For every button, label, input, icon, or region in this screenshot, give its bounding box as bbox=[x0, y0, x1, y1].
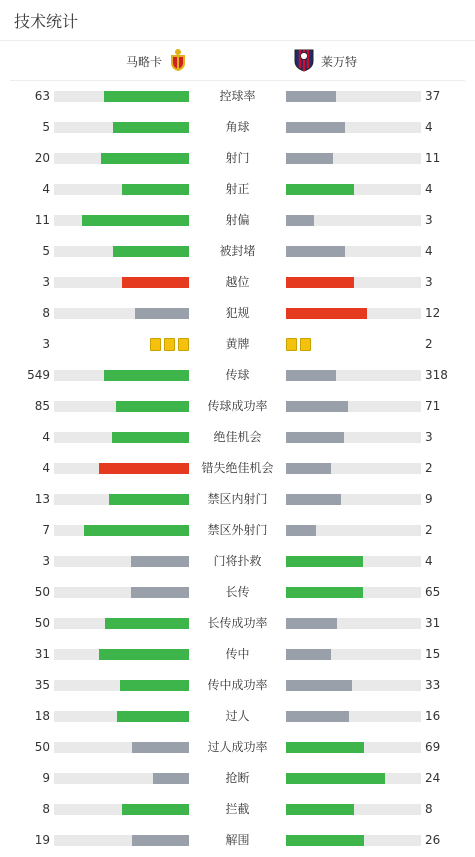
away-bar-track bbox=[286, 773, 421, 784]
away-value: 26 bbox=[425, 833, 441, 847]
home-bar-track bbox=[54, 370, 189, 381]
home-team-logo-icon bbox=[168, 48, 188, 75]
away-value: 31 bbox=[425, 616, 441, 630]
away-bar-fill bbox=[286, 742, 364, 753]
stat-row-24 bbox=[0, 825, 475, 856]
home-yellow-cards bbox=[150, 338, 189, 351]
home-bar-track bbox=[54, 184, 189, 195]
home-bar-fill bbox=[99, 463, 189, 474]
away-team-logo-icon bbox=[293, 48, 315, 75]
home-bar-track bbox=[54, 432, 189, 443]
away-bar-fill bbox=[286, 525, 316, 536]
away-value: 24 bbox=[425, 771, 441, 785]
away-value: 8 bbox=[425, 802, 433, 816]
stat-label: 解围 bbox=[225, 833, 250, 847]
stat-row-11 bbox=[0, 422, 475, 453]
home-bar-fill bbox=[105, 618, 189, 629]
away-value: 4 bbox=[425, 244, 433, 258]
home-value: 50 bbox=[34, 740, 50, 754]
stat-row-12 bbox=[0, 453, 475, 484]
away-bar-track bbox=[286, 649, 421, 660]
away-bar-fill bbox=[286, 711, 349, 722]
stats-list bbox=[0, 81, 475, 856]
stat-label: 禁区外射门 bbox=[207, 523, 268, 537]
away-bar-fill bbox=[286, 246, 345, 257]
stat-row-5 bbox=[0, 236, 475, 267]
home-bar-track bbox=[54, 122, 189, 133]
stat-row-7 bbox=[0, 298, 475, 329]
yellow-card-icon bbox=[300, 338, 311, 351]
home-value: 4 bbox=[42, 430, 50, 444]
home-value: 13 bbox=[34, 492, 50, 506]
away-team[interactable] bbox=[293, 50, 357, 72]
away-bar-track bbox=[286, 494, 421, 505]
yellow-card-icon bbox=[286, 338, 297, 351]
home-bar-fill bbox=[113, 246, 189, 257]
yellow-card-icon bbox=[150, 338, 161, 351]
away-bar-fill bbox=[286, 494, 341, 505]
home-value: 3 bbox=[42, 337, 50, 351]
away-bar-fill bbox=[286, 153, 333, 164]
home-bar-track bbox=[54, 401, 189, 412]
home-bar-track bbox=[54, 215, 189, 226]
stat-label: 犯规 bbox=[225, 306, 250, 320]
home-bar-fill bbox=[122, 277, 190, 288]
home-bar-fill bbox=[131, 587, 189, 598]
home-bar-track bbox=[54, 711, 189, 722]
away-bar-track bbox=[286, 246, 421, 257]
home-bar-track bbox=[54, 525, 189, 536]
home-value: 85 bbox=[34, 399, 50, 413]
stat-row-8 bbox=[0, 329, 475, 360]
home-bar-fill bbox=[109, 494, 189, 505]
home-bar-track bbox=[54, 804, 189, 815]
stat-label: 长传成功率 bbox=[207, 616, 268, 630]
away-bar-fill bbox=[286, 680, 352, 691]
stat-label: 禁区内射门 bbox=[207, 492, 268, 506]
home-value: 19 bbox=[34, 833, 50, 847]
away-bar-fill bbox=[286, 773, 385, 784]
away-bar-track bbox=[286, 432, 421, 443]
stat-row-22 bbox=[0, 763, 475, 794]
away-value: 318 bbox=[425, 368, 448, 382]
away-value: 37 bbox=[425, 89, 441, 103]
stat-row-6 bbox=[0, 267, 475, 298]
stat-row-9 bbox=[0, 360, 475, 391]
away-value: 9 bbox=[425, 492, 433, 506]
stat-label: 传球成功率 bbox=[207, 399, 268, 413]
away-bar-fill bbox=[286, 618, 337, 629]
stat-row-13 bbox=[0, 484, 475, 515]
stat-label: 黄牌 bbox=[225, 337, 250, 351]
home-bar-fill bbox=[131, 556, 189, 567]
away-bar-track bbox=[286, 835, 421, 846]
home-bar-track bbox=[54, 153, 189, 164]
home-value: 50 bbox=[34, 616, 50, 630]
away-bar-track bbox=[286, 401, 421, 412]
away-value: 2 bbox=[425, 461, 433, 475]
stat-label: 越位 bbox=[225, 275, 250, 289]
stat-row-15 bbox=[0, 546, 475, 577]
stat-row-14 bbox=[0, 515, 475, 546]
home-bar-track bbox=[54, 742, 189, 753]
stat-row-1 bbox=[0, 112, 475, 143]
away-bar-fill bbox=[286, 835, 364, 846]
home-value: 50 bbox=[34, 585, 50, 599]
away-value: 2 bbox=[425, 337, 433, 351]
yellow-card-icon bbox=[164, 338, 175, 351]
home-bar-fill bbox=[122, 804, 190, 815]
home-bar-track bbox=[54, 556, 189, 567]
home-bar-track bbox=[54, 463, 189, 474]
home-bar-track bbox=[54, 835, 189, 846]
stat-row-2 bbox=[0, 143, 475, 174]
stat-row-3 bbox=[0, 174, 475, 205]
away-value: 11 bbox=[425, 151, 441, 165]
away-bar-track bbox=[286, 122, 421, 133]
home-value: 3 bbox=[42, 554, 50, 568]
stat-label: 过人 bbox=[225, 709, 250, 723]
home-value: 7 bbox=[42, 523, 50, 537]
away-value: 71 bbox=[425, 399, 441, 413]
away-bar-fill bbox=[286, 804, 354, 815]
home-bar-track bbox=[54, 649, 189, 660]
away-value: 4 bbox=[425, 120, 433, 134]
stat-row-17 bbox=[0, 608, 475, 639]
away-bar-fill bbox=[286, 277, 354, 288]
home-bar-track bbox=[54, 773, 189, 784]
home-bar-track bbox=[54, 246, 189, 257]
stat-row-23 bbox=[0, 794, 475, 825]
home-bar-track bbox=[54, 680, 189, 691]
home-bar-track bbox=[54, 277, 189, 288]
home-bar-fill bbox=[153, 773, 189, 784]
away-bar-track bbox=[286, 680, 421, 691]
away-bar-track bbox=[286, 215, 421, 226]
away-bar-fill bbox=[286, 370, 336, 381]
yellow-card-icon bbox=[178, 338, 189, 351]
home-value: 18 bbox=[34, 709, 50, 723]
away-bar-track bbox=[286, 91, 421, 102]
stat-label: 拦截 bbox=[225, 802, 250, 816]
away-bar-track bbox=[286, 308, 421, 319]
away-bar-track bbox=[286, 742, 421, 753]
home-bar-track bbox=[54, 618, 189, 629]
home-value: 11 bbox=[34, 213, 50, 227]
home-team-name: 马略卡 bbox=[126, 54, 163, 69]
home-value: 63 bbox=[34, 89, 50, 103]
away-bar-fill bbox=[286, 215, 314, 226]
away-bar-fill bbox=[286, 649, 331, 660]
home-bar-fill bbox=[135, 308, 189, 319]
home-value: 5 bbox=[42, 120, 50, 134]
home-bar-track bbox=[54, 308, 189, 319]
away-bar-track bbox=[286, 463, 421, 474]
away-value: 4 bbox=[425, 554, 433, 568]
away-value: 33 bbox=[425, 678, 441, 692]
stat-label: 传中 bbox=[225, 647, 250, 661]
stat-row-19 bbox=[0, 670, 475, 701]
away-bar-track bbox=[286, 587, 421, 598]
home-value: 5 bbox=[42, 244, 50, 258]
away-bar-fill bbox=[286, 463, 331, 474]
home-value: 4 bbox=[42, 182, 50, 196]
home-bar-fill bbox=[132, 835, 189, 846]
stat-row-20 bbox=[0, 701, 475, 732]
stat-row-0 bbox=[0, 81, 475, 112]
stat-label: 射偏 bbox=[225, 213, 250, 227]
stat-row-21 bbox=[0, 732, 475, 763]
stat-label: 抢断 bbox=[225, 771, 250, 785]
page-title: 技术统计 bbox=[14, 12, 79, 31]
home-value: 31 bbox=[34, 647, 50, 661]
away-bar-fill bbox=[286, 184, 354, 195]
away-bar-fill bbox=[286, 556, 363, 567]
home-value: 4 bbox=[42, 461, 50, 475]
stat-label: 长传 bbox=[225, 585, 250, 599]
home-value: 9 bbox=[42, 771, 50, 785]
home-bar-fill bbox=[82, 215, 189, 226]
away-yellow-cards bbox=[286, 338, 311, 351]
away-value: 15 bbox=[425, 647, 441, 661]
home-value: 20 bbox=[34, 151, 50, 165]
home-bar-fill bbox=[122, 184, 190, 195]
away-bar-track bbox=[286, 525, 421, 536]
stat-label: 被封堵 bbox=[219, 244, 256, 258]
away-value: 69 bbox=[425, 740, 441, 754]
home-bar-fill bbox=[120, 680, 189, 691]
away-team-name: 莱万特 bbox=[321, 54, 358, 69]
home-value: 8 bbox=[42, 802, 50, 816]
away-value: 3 bbox=[425, 213, 433, 227]
stat-label: 传球 bbox=[225, 368, 250, 382]
away-bar-track bbox=[286, 618, 421, 629]
home-value: 8 bbox=[42, 306, 50, 320]
away-bar-fill bbox=[286, 432, 344, 443]
stat-row-10 bbox=[0, 391, 475, 422]
home-bar-fill bbox=[99, 649, 189, 660]
away-value: 16 bbox=[425, 709, 441, 723]
stat-label: 过人成功率 bbox=[207, 740, 268, 754]
home-bar-fill bbox=[101, 153, 189, 164]
home-bar-fill bbox=[132, 742, 189, 753]
away-bar-fill bbox=[286, 91, 336, 102]
home-bar-fill bbox=[116, 401, 189, 412]
away-bar-fill bbox=[286, 308, 367, 319]
stat-label: 控球率 bbox=[219, 89, 256, 103]
stat-label: 传中成功率 bbox=[207, 678, 268, 692]
away-bar-fill bbox=[286, 587, 363, 598]
home-bar-track bbox=[54, 494, 189, 505]
stat-label: 错失绝佳机会 bbox=[201, 461, 274, 475]
home-bar-track bbox=[54, 587, 189, 598]
header-divider bbox=[0, 40, 475, 41]
stat-label: 门将扑救 bbox=[213, 554, 262, 568]
stat-label: 绝佳机会 bbox=[213, 430, 262, 444]
away-bar-track bbox=[286, 370, 421, 381]
away-value: 65 bbox=[425, 585, 441, 599]
stat-label: 射门 bbox=[225, 151, 250, 165]
stat-label: 射正 bbox=[225, 182, 250, 196]
stat-row-16 bbox=[0, 577, 475, 608]
home-bar-track bbox=[54, 91, 189, 102]
home-team[interactable] bbox=[126, 50, 188, 72]
home-bar-fill bbox=[104, 91, 189, 102]
home-bar-fill bbox=[113, 122, 189, 133]
away-bar-track bbox=[286, 804, 421, 815]
away-bar-track bbox=[286, 711, 421, 722]
away-value: 3 bbox=[425, 430, 433, 444]
away-value: 4 bbox=[425, 182, 433, 196]
away-bar-track bbox=[286, 184, 421, 195]
home-value: 3 bbox=[42, 275, 50, 289]
home-bar-fill bbox=[117, 711, 189, 722]
away-bar-fill bbox=[286, 122, 345, 133]
stat-row-4 bbox=[0, 205, 475, 236]
away-bar-track bbox=[286, 153, 421, 164]
away-value: 12 bbox=[425, 306, 441, 320]
stat-label: 角球 bbox=[225, 120, 250, 134]
home-bar-fill bbox=[84, 525, 189, 536]
home-value: 35 bbox=[34, 678, 50, 692]
stat-row-18 bbox=[0, 639, 475, 670]
home-bar-fill bbox=[112, 432, 189, 443]
home-value: 549 bbox=[27, 368, 50, 382]
home-bar-fill bbox=[104, 370, 189, 381]
away-bar-fill bbox=[286, 401, 348, 412]
away-value: 2 bbox=[425, 523, 433, 537]
away-bar-track bbox=[286, 556, 421, 567]
away-value: 3 bbox=[425, 275, 433, 289]
away-bar-track bbox=[286, 277, 421, 288]
